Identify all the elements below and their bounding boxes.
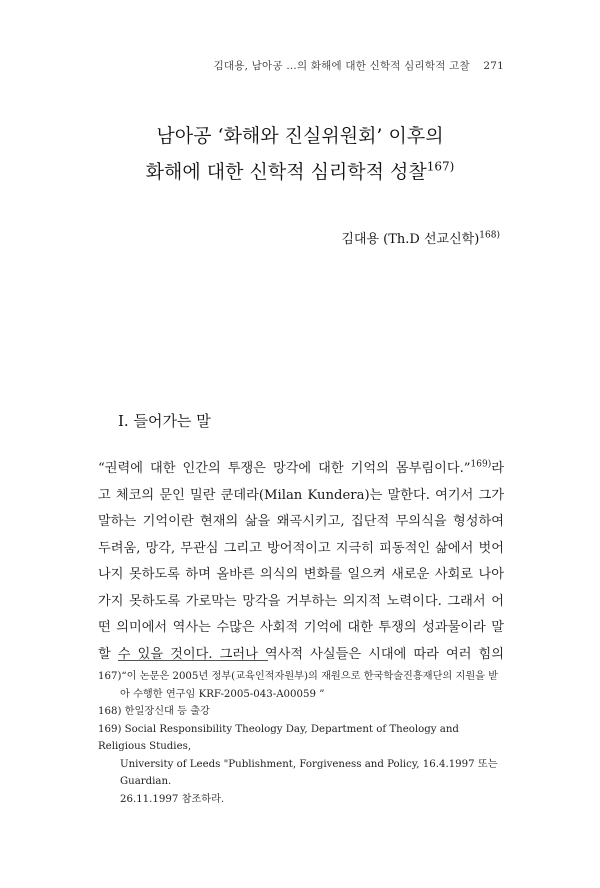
footnote-169 bbox=[98, 721, 506, 809]
footnote-divider bbox=[118, 660, 268, 661]
body-line: 말하는 기억이란 현재의 삶을 왜곡시키고, 집단적 무의식을 형성하여 bbox=[98, 514, 504, 529]
body-line-1a: “권력에 대한 인간의 투쟁은 망각에 대한 기억의 몸부림이다.” bbox=[98, 461, 471, 476]
author-footnote-mark: 168) bbox=[479, 230, 500, 241]
page-number: 271 bbox=[483, 60, 504, 72]
footnote-text: 한일장신대 등 출강 bbox=[124, 706, 210, 717]
footnote-mark: 168) bbox=[98, 706, 122, 717]
author-name: 김대용 (Th.D 선교신학) bbox=[341, 232, 480, 247]
body-line: 가지 못하도록 가로막는 망각을 거부하는 의지적 노력이다. 그래서 어 bbox=[98, 593, 504, 609]
footnote-text: 26.11.1997 참조하라. bbox=[120, 793, 225, 805]
running-header bbox=[0, 58, 504, 73]
body-line bbox=[98, 456, 504, 483]
section-heading: I. 들어가는 말 bbox=[118, 412, 211, 430]
body-line: 떤 의미에서 역사는 수많은 사회적 기억에 대한 투쟁의 성과물이라 말 bbox=[98, 620, 504, 635]
body-line: 나지 못하도록 하며 올바른 의식의 변화를 일으켜 새로운 사회로 나아 bbox=[98, 567, 504, 582]
footnote-text: “이 논문은 2005년 정부(교육인적자원부)의 재원으로 한국학술진흥재단의 지원을 받 bbox=[121, 671, 499, 682]
title-footnote-mark: 167) bbox=[426, 159, 455, 174]
footnotes bbox=[98, 668, 506, 808]
footnote-text: University of Leeds "Publishment, Forgiveness and Policy, 16.4.1997 또는 Guardian. bbox=[120, 758, 498, 787]
body-line: 고 체코의 문인 밀란 쿤데라(Milan Kundera)는 말한다. 여기서 그가 bbox=[98, 487, 504, 503]
author-line bbox=[341, 228, 500, 247]
body-line: 할 수 있을 것이다. 그러나 역사적 사실들은 시대에 따라 여러 힘의 bbox=[98, 646, 504, 662]
running-title: 김대용, 남아공 …의 화해에 대한 신학적 심리학적 고찰 bbox=[213, 60, 470, 72]
body-line: 두려움, 망각, 무관심 그리고 방어적이고 지극히 피동적인 삶에서 벗어 bbox=[98, 540, 504, 556]
footnote-mark: 167) bbox=[98, 671, 122, 682]
body-text bbox=[98, 456, 504, 668]
footnote-text: Social Responsibility Theology Day, Department of Theology and Religious Studies, bbox=[98, 723, 459, 752]
footnote-167 bbox=[98, 668, 506, 703]
title-line-1: 남아공 ‘화해와 진실위원회’ 이후의 bbox=[156, 125, 444, 147]
title-line-2-text: 화해에 대한 신학적 심리학적 성찰 bbox=[145, 161, 427, 183]
paper-title bbox=[96, 118, 504, 190]
footnote-text: 아 수행한 연구임 KRF-2005-043-A00059 ” bbox=[120, 688, 325, 700]
footnote-168 bbox=[98, 703, 506, 721]
footnote-mark: 169) bbox=[98, 723, 122, 735]
title-line-2 bbox=[96, 154, 504, 190]
body-footnote-mark: 169) bbox=[470, 459, 492, 470]
body-line-1b: 라 bbox=[491, 461, 504, 476]
